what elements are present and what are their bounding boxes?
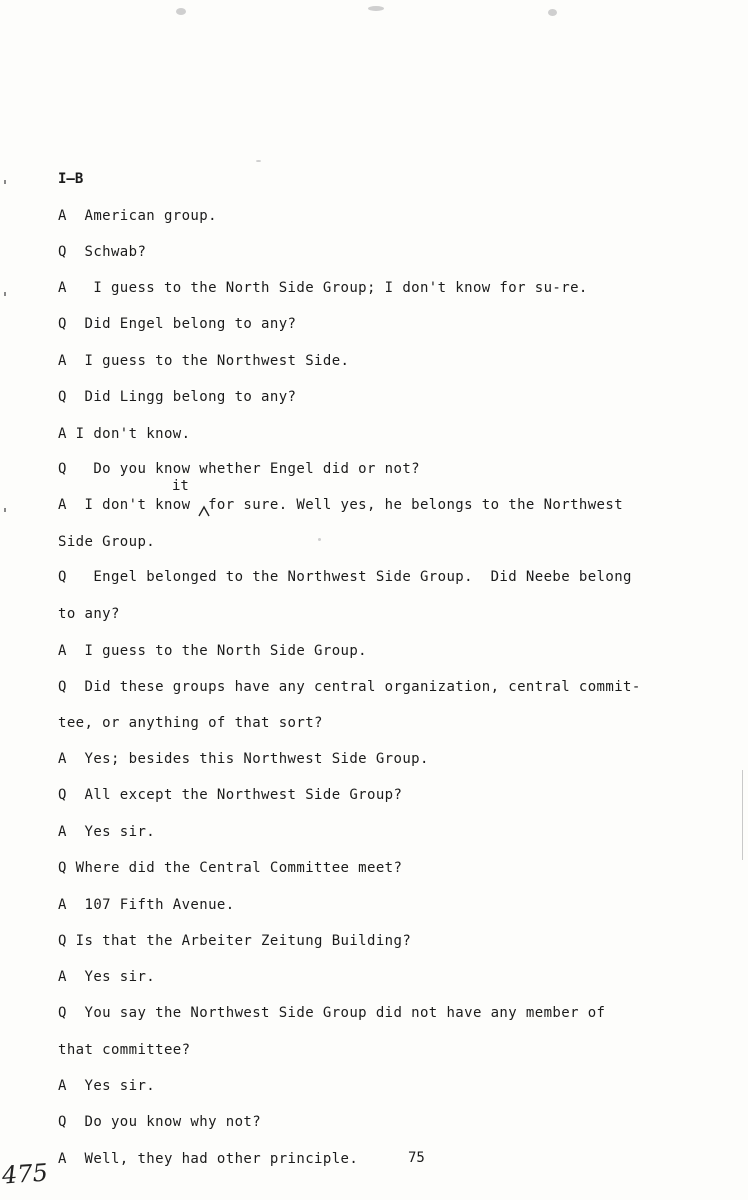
transcript-line: A Yes sir. [58,969,156,985]
transcript-line: Q Did these groups have any central organization, central commit- [58,679,641,695]
transcript-line: Q Engel belonged to the Northwest Side Group. Did Neebe belong [58,569,632,585]
transcript-line: A 107 Fifth Avenue. [58,897,235,913]
transcript-line: A I don't know. [58,426,191,442]
transcript-line: tee, or anything of that sort? [58,715,323,731]
scan-speck [256,160,261,162]
scan-speck [176,8,186,15]
transcript-line: A I guess to the Northwest Side. [58,353,350,369]
transcript-line: A American group. [58,208,217,224]
transcript-line: Q Schwab? [58,244,147,260]
margin-mark [4,508,6,512]
scan-edge-line [742,770,743,860]
transcript-line: Q Is that the Arbeiter Zeitung Building? [58,933,412,949]
transcript-line: A I guess to the North Side Group; I don't know for su-re. [58,280,588,296]
transcript-line: A Yes; besides this Northwest Side Group. [58,751,429,767]
transcript-line: Q You say the Northwest Side Group did not have any member of [58,1005,606,1021]
transcript-line: Q Do you know why not? [58,1114,262,1130]
transcript-line: to any? [58,606,120,622]
handwritten-page-number: 475 [1,1158,49,1190]
transcript-line: Side Group. [58,534,156,550]
scan-speck [548,9,557,16]
margin-mark [4,292,6,296]
transcript-line: A Yes sir. [58,1078,156,1094]
page-number: 75 [408,1150,425,1166]
transcript-line: Q Did Lingg belong to any? [58,389,297,405]
scan-speck [368,6,384,11]
transcript-line: Q All except the Northwest Side Group? [58,787,403,803]
transcript-line: Q Do you know whether Engel did or not? [58,461,420,477]
transcript-line: A I guess to the North Side Group. [58,643,368,659]
transcript-line: Q Where did the Central Committee meet? [58,860,403,876]
scan-speck [318,538,321,541]
transcript-line: Q Did Engel belong to any? [58,316,297,332]
handwritten-insertion: it [172,478,189,494]
transcript-line: A Yes sir. [58,824,156,840]
margin-mark [4,180,6,184]
section-header: I—B [58,171,84,187]
transcript-line: A Well, they had other principle. [58,1151,359,1167]
transcript-line: A I don't know for sure. Well yes, he belongs to the Northwest [58,497,624,513]
transcript-line: that committee? [58,1042,191,1058]
